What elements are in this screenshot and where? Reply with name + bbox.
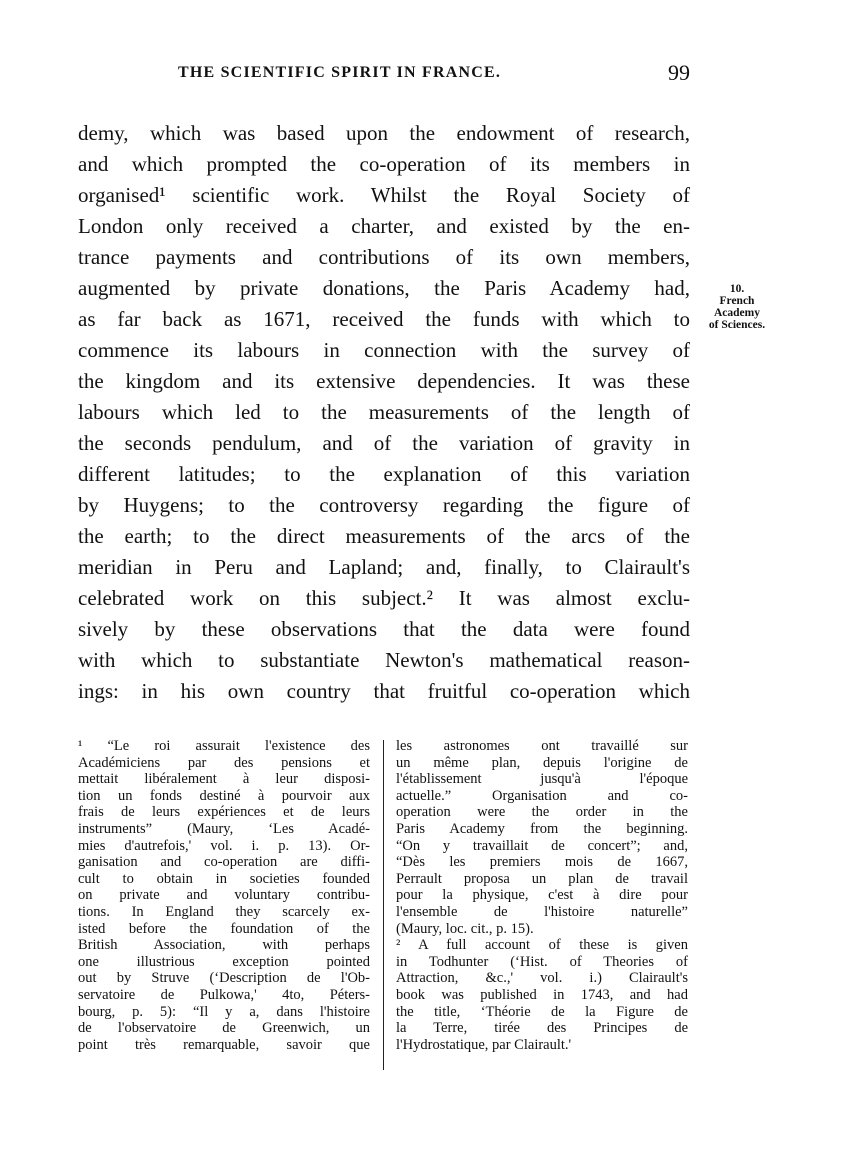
body-line: ings: in his own country that fruitful co-operation which: [78, 679, 690, 703]
footnote-line: one illustrious exception pointed: [78, 953, 370, 970]
body-line: the kingdom and its extensive dependencies. It was these: [78, 369, 690, 393]
body-line: by Huygens; to the controversy regarding the figure of: [78, 493, 690, 517]
running-title: THE SCIENTIFIC SPIRIT IN FRANCE.: [178, 64, 502, 81]
footnote-line: “Dès les premiers mois de 1667,: [396, 854, 688, 871]
footnote-line: mettait libéralement à leur disposi-: [78, 771, 370, 788]
body-line: the seconds pendulum, and of the variation of gravity in: [78, 431, 690, 455]
body-line: the earth; to the direct measurements of the arcs of the: [78, 524, 690, 548]
footnote-line: de l'observatoire de Greenwich, un: [78, 1020, 370, 1037]
footnote-line: ¹ “Le roi assurait l'existence des: [78, 738, 370, 754]
footnote-line: servatoire de Pulkowa,' 4to, Péters-: [78, 986, 370, 1003]
footnote-line: book was published in 1743, and had: [396, 986, 688, 1003]
body-line: as far back as 1671, received the funds with which to: [78, 307, 690, 331]
footnote-line: Attraction, &c.,' vol. i.) Clairault's: [396, 970, 688, 987]
body-line: trance payments and contributions of its own members,: [78, 245, 690, 269]
body-line: and which prompted the co-operation of its members in: [78, 152, 690, 176]
footnote-line: on private and voluntary contribu-: [78, 887, 370, 904]
footnote-line: un même plan, depuis l'origine de: [396, 754, 688, 771]
footnote-line: la Terre, tirée des Principes de: [396, 1020, 688, 1037]
body-line: London only received a charter, and existed by the en-: [78, 214, 690, 238]
margin-note: [694, 283, 780, 331]
page-header: [78, 62, 690, 90]
footnote-line: “On y travaillait de concert”; and,: [396, 837, 688, 854]
footnote-line: isted before the foundation of the: [78, 920, 370, 937]
body-line: with which to substantiate Newton's mathematical reason-: [78, 648, 690, 672]
footnote-line: tions. In England they scarcely ex-: [78, 903, 370, 920]
footnote-line: Perrault proposa un plan de travail: [396, 870, 688, 887]
footnote-line: l'ensemble de l'histoire naturelle”: [396, 903, 688, 920]
footnote-line: tion un fonds destiné à pourvoir aux: [78, 787, 370, 804]
body-line: commence its labours in connection with the survey of: [78, 338, 690, 362]
body-line: different latitudes; to the explanation of this variation: [78, 462, 690, 486]
footnote-line: pour la physique, c'est à dire pour: [396, 887, 688, 904]
footnote-line: mies d'autrefois,' vol. i. p. 13). Or-: [78, 837, 370, 854]
margin-note-number: 10.: [729, 283, 745, 295]
footnote-line: ² A full account of these is given: [396, 937, 688, 954]
footnote-line: in Todhunter (‘Hist. of Theories of: [396, 953, 688, 970]
margin-note-line: Academy: [714, 307, 760, 319]
footnote-line: Académiciens par des pensions et: [78, 754, 370, 771]
footnote-line: operation were the order in the: [396, 804, 688, 821]
footnote-line: instruments” (Maury, ‘Les Acadé-: [78, 820, 370, 837]
footnote-line: Paris Academy from the beginning.: [396, 820, 688, 837]
body-line: organised¹ scientific work. Whilst the Royal Society of: [78, 183, 690, 207]
footnote-line: British Association, with perhaps: [78, 937, 370, 954]
body-line: celebrated work on this subject.² It was almost exclu-: [78, 586, 690, 610]
body-line: augmented by private donations, the Paris Academy had,: [78, 276, 690, 300]
footnote-line: frais de leurs expériences et de leurs: [78, 804, 370, 821]
footnote-line: l'Hydrostatique, par Clairault.': [396, 1036, 572, 1053]
footnotes: [78, 738, 690, 1068]
body-line: demy, which was based upon the endowment of research,: [78, 121, 690, 145]
footnote-line: les astronomes ont travaillé sur: [396, 738, 688, 754]
footnote-line: the title, ‘Théorie de la Figure de: [396, 1003, 688, 1020]
body-line: meridian in Peru and Lapland; and, finally, to Clairault's: [78, 555, 690, 579]
body-paragraph: [78, 118, 690, 707]
footnote-line: point très remarquable, savoir que: [78, 1036, 370, 1053]
footnote-line: ganisation and co-operation are diffi-: [78, 854, 370, 871]
footnote-column-divider: [383, 740, 384, 1070]
footnote-column-left: [78, 738, 370, 1053]
footnote-line: (Maury, loc. cit., p. 15).: [396, 920, 534, 937]
page-number: 99: [668, 60, 690, 85]
footnote-line: out by Struve (‘Description de l'Ob-: [78, 970, 370, 987]
footnote-line: cult to obtain in societies founded: [78, 870, 370, 887]
footnote-line: bourg, p. 5): “Il y a, dans l'histoire: [78, 1003, 370, 1020]
body-line: labours which led to the measurements of the length of: [78, 400, 690, 424]
margin-note-line: French: [719, 295, 755, 307]
body-line: sively by these observations that the data were found: [78, 617, 690, 641]
footnote-line: actuelle.” Organisation and co-: [396, 787, 688, 804]
margin-note-line: of Sciences.: [708, 319, 766, 331]
footnote-line: l'établissement jusqu'à l'époque: [396, 771, 688, 788]
footnote-column-right: [396, 738, 688, 1053]
